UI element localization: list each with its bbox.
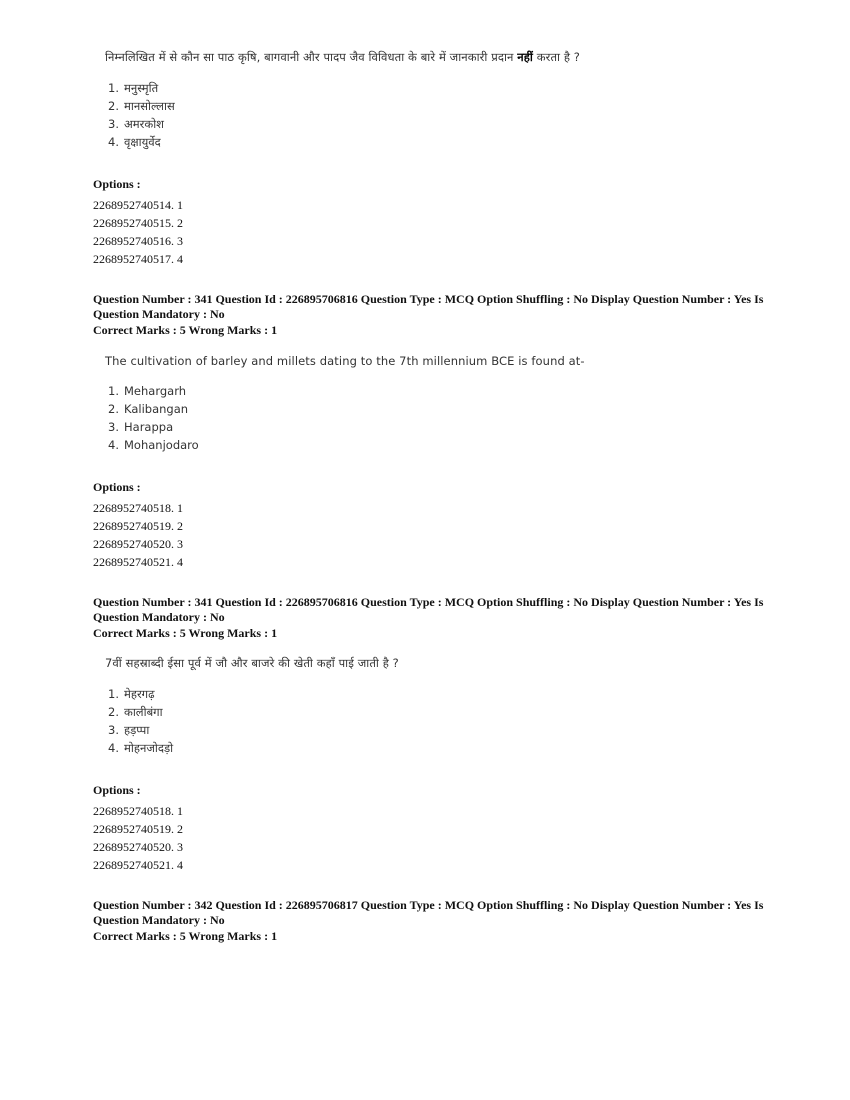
option-id: 2268952740521. 4	[93, 858, 183, 872]
choice-item: 3. Harappa	[108, 420, 174, 434]
emphasis-text: नहीं	[517, 50, 533, 64]
option-id: 2268952740518. 1	[93, 804, 183, 818]
choice-item: 1. मेहरगढ़	[108, 687, 155, 701]
question-block-2	[93, 354, 773, 641]
option-id-list	[93, 802, 773, 874]
choice-item: 2. कालीबंगा	[108, 705, 163, 719]
option-id: 2268952740521. 4	[93, 555, 183, 569]
option-id: 2268952740518. 1	[93, 501, 183, 515]
option-id: 2268952740520. 3	[93, 537, 183, 551]
choice-item: 1. Mehargarh	[108, 384, 187, 398]
option-id-list	[93, 196, 773, 268]
marks-line: Correct Marks : 5 Wrong Marks : 1	[93, 626, 278, 640]
answer-choices	[93, 382, 773, 454]
answer-choices	[93, 79, 773, 151]
options-heading: Options :	[93, 783, 141, 797]
options-heading: Options :	[93, 480, 141, 494]
question-meta: Question Number : 341 Question Id : 226895706816 Question Type : MCQ Option Shuffling : No Display Question Number : Yes Is Question Mandatory : No	[93, 292, 764, 321]
question-block-3	[93, 656, 773, 944]
choice-item: 3. हड़प्पा	[108, 723, 150, 737]
option-id-list	[93, 499, 773, 571]
choice-item: 3. अमरकोश	[108, 117, 164, 131]
answer-choices	[93, 685, 773, 757]
marks-line: Correct Marks : 5 Wrong Marks : 1	[93, 929, 278, 943]
option-id: 2268952740519. 2	[93, 519, 183, 533]
choice-item: 2. Kalibangan	[108, 402, 189, 416]
choice-item: 4. वृक्षायुर्वेद	[108, 135, 161, 149]
choice-item: 4. मोहनजोदड़ो	[108, 741, 174, 755]
option-id: 2268952740519. 2	[93, 822, 183, 836]
choice-item: 1. मनुस्मृति	[108, 81, 159, 95]
choice-item: 2. मानसोल्लास	[108, 99, 175, 113]
choice-item: 4. Mohanjodaro	[108, 438, 199, 452]
question-text: The cultivation of barley and millets dating to the 7th millennium BCE is found at-	[105, 354, 585, 368]
question-block-1	[93, 50, 773, 338]
option-id: 2268952740517. 4	[93, 252, 183, 266]
question-meta: Question Number : 341 Question Id : 226895706816 Question Type : MCQ Option Shuffling : No Display Question Number : Yes Is Question Mandatory : No	[93, 595, 764, 624]
option-id: 2268952740520. 3	[93, 840, 183, 854]
question-text: निम्नलिखित में से कौन सा पाठ कृषि, बागवानी और पादप जैव विविधता के बारे में जानकारी प्रदान नहीं करता है ?	[105, 50, 580, 64]
question-text: 7वीं सहस्राब्दी ईसा पूर्व में जौ और बाजरे की खेती कहाँ पाई जाती है ?	[105, 656, 399, 670]
option-id: 2268952740516. 3	[93, 234, 183, 248]
marks-line: Correct Marks : 5 Wrong Marks : 1	[93, 323, 278, 337]
option-id: 2268952740515. 2	[93, 216, 183, 230]
options-heading: Options :	[93, 177, 141, 191]
option-id: 2268952740514. 1	[93, 198, 183, 212]
question-meta: Question Number : 342 Question Id : 226895706817 Question Type : MCQ Option Shuffling : No Display Question Number : Yes Is Question Mandatory : No	[93, 898, 764, 927]
